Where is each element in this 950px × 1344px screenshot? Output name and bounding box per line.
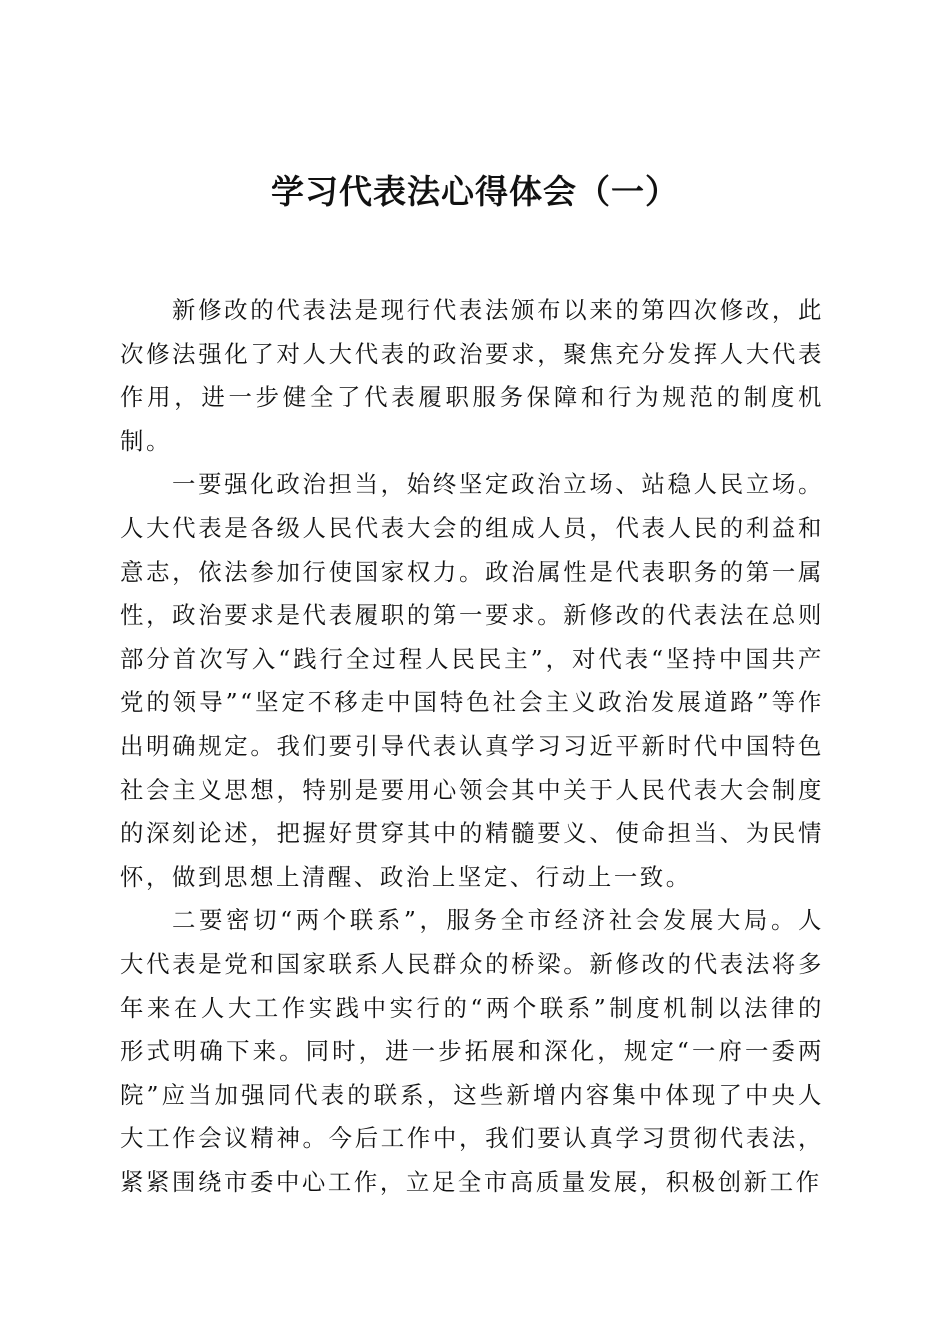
document-body <box>120 289 824 1204</box>
paragraph-intro: 新修改的代表法是现行代表法颁布以来的第四次修改，此次修法强化了对人大代表的政治要求，聚焦充分发挥人大代表作用，进一步健全了代表履职服务保障和行为规范的制度机制。 <box>120 296 824 455</box>
paragraph-point-two: 二要密切“两个联系”，服务全市经济社会发展大局。人大代表是党和国家联系人民群众的桥梁。新修改的代表法将多年来在人大工作实践中实行的“两个联系”制度机制以法律的形式明确下来。同时，进一步拓展和深化，规定“一府一委两院”应当加强同代表的联系，这些新增内容集中体现了中央人大工作会议精神。今后工作中，我们要认真学习贯彻代表法，紧紧围绕市委中心工作，立足全市高质量发展，积极创新工作 <box>120 906 824 1196</box>
document-title: 学习代表法心得体会（一） <box>271 172 679 211</box>
paragraph-point-one: 一要强化政治担当，始终坚定政治立场、站稳人民立场。人大代表是各级人民代表大会的组成人员，代表人民的利益和意志，依法参加行使国家权力。政治属性是代表职务的第一属性，政治要求是代表履职的第一要求。新修改的代表法在总则部分首次写入“践行全过程人民民主”，对代表“坚持中国共产党的领导”“坚定不移走中国特色社会主义政治发展道路”等作出明确规定。我们要引导代表认真学习习近平新时代中国特色社会主义思想，特别是要用心领会其中关于人民代表大会制度的深刻论述，把握好贯穿其中的精髓要义、使命担当、为民情怀，做到思想上清醒、政治上坚定、行动上一致。 <box>120 470 824 891</box>
